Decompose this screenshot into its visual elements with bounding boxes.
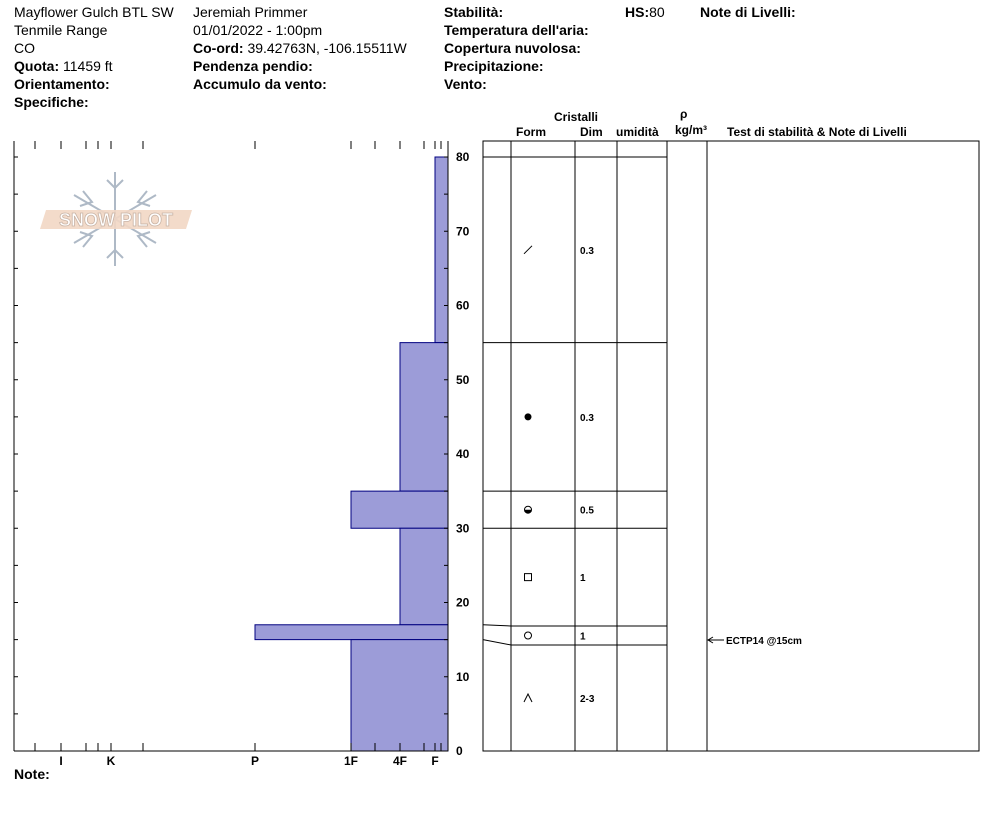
- table-frame: [483, 141, 979, 751]
- location-name: Mayflower Gulch BTL SW: [14, 4, 174, 20]
- elevation-value: 11459 ft: [63, 58, 113, 74]
- layer-table: [483, 141, 979, 751]
- depth-tick-label: 30: [456, 521, 470, 536]
- moisture-header: umidità: [616, 125, 659, 139]
- form-header: Form: [516, 125, 546, 139]
- hs-label: HS:: [625, 4, 650, 20]
- stability-notes-header: Test di stabilità & Note di Livelli: [727, 125, 907, 139]
- state: CO: [14, 40, 35, 56]
- wind-label: Vento:: [444, 76, 487, 92]
- layer-notes-label: Note di Livelli:: [700, 4, 796, 20]
- hardness-bar: [351, 491, 448, 528]
- depth-tick-label: 50: [456, 372, 470, 387]
- decomposing-fragments-icon: [524, 246, 532, 254]
- coordinates-label: Co-ord:: [193, 40, 244, 56]
- hardness-bar: [351, 640, 448, 751]
- slope-label: Pendenza pendio:: [193, 58, 313, 74]
- coordinates-value: 39.42763N, -106.15511W: [247, 40, 407, 56]
- mountain-range: Tenmile Range: [14, 22, 108, 38]
- hardness-bar: [435, 157, 448, 343]
- logo-text: SNOW PILOT: [59, 210, 173, 230]
- density-symbol: ρ: [680, 107, 688, 121]
- observer-name: Jeremiah Primmer: [193, 4, 308, 20]
- depth-tick-label: 40: [456, 447, 470, 461]
- hardness-graph: [14, 141, 470, 768]
- depth-tick-label: 0: [456, 744, 463, 758]
- grain-size-label: 1: [580, 631, 586, 643]
- hs-value: 80: [649, 4, 665, 20]
- depth-tick-label: 70: [456, 224, 470, 239]
- stability-label: Stabilità:: [444, 4, 504, 20]
- melt-forms-icon: [525, 506, 532, 513]
- depth-tick-label: 60: [456, 298, 470, 313]
- wind-loading-label: Accumulo da vento:: [193, 76, 327, 92]
- hardness-bar: [400, 528, 448, 625]
- depth-tick-label: 10: [456, 669, 470, 684]
- stability-test-label: ECTP14 @15cm: [726, 636, 802, 647]
- grain-size-label: 0.3: [580, 245, 594, 257]
- grain-size-label: 0.3: [580, 412, 594, 424]
- hardness-tick-label: P: [250, 754, 260, 768]
- cloud-cover-label: Copertura nuvolosa:: [444, 40, 581, 56]
- air-temp-label: Temperatura dell'aria:: [444, 22, 589, 38]
- specifics-label: Specifiche:: [14, 94, 89, 110]
- depth-hoar-icon: [524, 694, 532, 702]
- depth-tick-label: 80: [456, 150, 470, 164]
- precipitation-label: Precipitazione:: [444, 58, 544, 74]
- size-header: Dim: [580, 125, 603, 139]
- hardness-bar: [255, 625, 448, 640]
- hardness-tick-label: 1F: [343, 754, 359, 768]
- hardness-tick-label: F: [431, 754, 439, 768]
- surface-hoar-icon: [525, 632, 532, 639]
- hardness-tick-label: 4F: [392, 754, 408, 768]
- hardness-tick-label: I: [59, 754, 63, 768]
- grain-size-label: 2-3: [580, 694, 595, 705]
- snowpilot-logo: [40, 172, 192, 266]
- hardness-tick-label: K: [106, 754, 116, 768]
- crystals-header: Cristalli: [554, 110, 599, 124]
- hardness-bar: [400, 343, 448, 492]
- faceted-crystals-icon: [525, 574, 532, 581]
- aspect-label: Orientamento:: [14, 76, 110, 92]
- rounded-grains-icon: [525, 413, 532, 420]
- elevation-label: Quota:: [14, 58, 60, 74]
- observation-datetime: 01/01/2022 - 1:00pm: [193, 22, 323, 38]
- grain-size-label: 0.5: [580, 505, 594, 517]
- density-unit: kg/m³: [675, 123, 708, 137]
- depth-tick-label: 20: [456, 595, 470, 610]
- notes-label: Note:: [14, 766, 50, 782]
- grain-size-label: 1: [580, 573, 586, 585]
